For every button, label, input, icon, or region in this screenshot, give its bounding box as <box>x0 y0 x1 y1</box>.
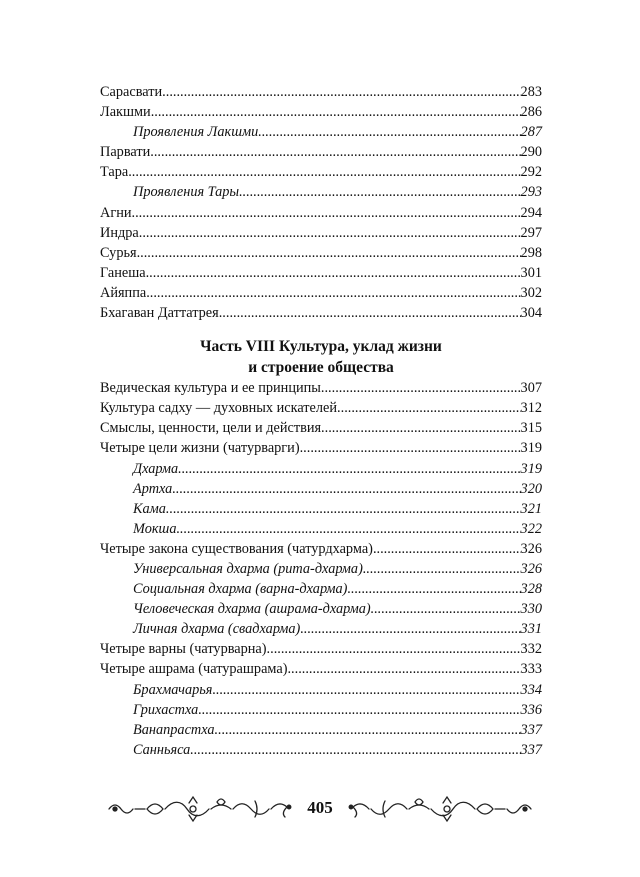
toc-entry-title: Личная дхарма (свадхарма) <box>133 621 301 638</box>
toc-subentry <box>100 579 542 599</box>
toc-entry <box>100 142 542 162</box>
toc-entry-page: 315 <box>520 420 542 437</box>
toc-entry-title: Агни <box>100 204 132 221</box>
toc-entry-title: Ванапрастха <box>133 721 215 738</box>
toc-subentry <box>100 499 542 519</box>
dot-leader <box>162 82 520 102</box>
toc-entry <box>100 438 542 458</box>
toc-entry <box>100 102 542 122</box>
toc-entry-title: Ведическая культура и ее принципы <box>100 380 321 397</box>
toc-entry-page: 312 <box>520 400 542 417</box>
dot-leader <box>347 579 520 599</box>
dot-leader <box>146 263 521 283</box>
dot-leader <box>287 659 520 679</box>
toc-entry-title: Четыре закона существования (чатурдхарма) <box>100 540 373 557</box>
toc-entry-title: Дхарма <box>133 460 179 477</box>
toc-entry-page: 332 <box>520 641 542 658</box>
toc-entry-title: Айяппа <box>100 284 147 301</box>
toc-list-top <box>100 82 542 323</box>
toc-entry-page: 286 <box>520 104 542 121</box>
toc-subentry <box>100 700 542 720</box>
dot-leader <box>219 303 521 323</box>
toc-entry <box>100 263 542 283</box>
toc-entry <box>100 82 542 102</box>
toc-entry-title: Ганеша <box>100 264 146 281</box>
dot-leader <box>198 700 520 720</box>
dot-leader <box>321 418 521 438</box>
toc-entry-page: 293 <box>520 184 542 201</box>
part-heading-line2: и строение общества <box>248 359 394 377</box>
table-of-contents <box>100 82 542 760</box>
toc-entry-page: 319 <box>520 460 542 477</box>
toc-entry-title: Артха <box>133 480 173 497</box>
dot-leader <box>371 599 521 619</box>
floral-ornament-left-icon <box>105 793 295 823</box>
toc-entry <box>100 223 542 243</box>
toc-entry <box>100 418 542 438</box>
dot-leader <box>363 559 521 579</box>
toc-entry-page: 319 <box>520 440 542 457</box>
dot-leader <box>137 243 521 263</box>
toc-entry-title: Культура садху — духовных искателей <box>100 400 338 417</box>
toc-subentry <box>100 619 542 639</box>
dot-leader <box>239 182 520 202</box>
toc-subentry <box>100 459 542 479</box>
toc-entry <box>100 639 542 659</box>
dot-leader <box>215 720 521 740</box>
dot-leader <box>300 619 520 639</box>
toc-entry-page: 301 <box>520 264 542 281</box>
toc-entry-title: Четыре ашрама (чатурашрама) <box>100 661 288 678</box>
dot-leader <box>176 519 520 539</box>
toc-entry-title: Сурья <box>100 244 137 261</box>
toc-subentry <box>100 740 542 760</box>
dot-leader <box>172 479 520 499</box>
toc-entry-page: 298 <box>520 244 542 261</box>
toc-entry-title: Кама <box>133 500 166 517</box>
toc-entry-page: 326 <box>520 560 542 577</box>
toc-entry <box>100 398 542 418</box>
toc-subentry <box>100 559 542 579</box>
toc-entry-title: Четыре варны (чатурварна) <box>100 641 267 658</box>
toc-entry <box>100 162 542 182</box>
dot-leader <box>150 142 520 162</box>
toc-entry-title: Человеческая дхарма (ашрама-дхарма) <box>133 601 371 618</box>
toc-entry-page: 290 <box>520 144 542 161</box>
toc-entry <box>100 243 542 263</box>
page-number: 405 <box>307 798 333 817</box>
dot-leader <box>300 438 521 458</box>
toc-entry <box>100 283 542 303</box>
toc-entry-title: Универсальная дхарма (рита-дхарма) <box>133 560 363 577</box>
toc-subentry <box>100 182 542 202</box>
dot-leader <box>373 539 521 559</box>
toc-subentry <box>100 720 542 740</box>
toc-entry-page: 331 <box>520 621 542 638</box>
toc-entry-page: 336 <box>520 701 542 718</box>
toc-entry-page: 297 <box>520 224 542 241</box>
dot-leader <box>146 283 520 303</box>
toc-entry-page: 328 <box>520 581 542 598</box>
toc-subentry <box>100 680 542 700</box>
floral-ornament-right-icon <box>345 793 535 823</box>
toc-list-part <box>100 378 542 760</box>
toc-entry-page: 322 <box>520 520 542 537</box>
toc-entry-title: Бхагаван Даттатрея <box>100 305 219 322</box>
toc-entry <box>100 378 542 398</box>
toc-entry <box>100 659 542 679</box>
toc-entry-page: 334 <box>520 681 542 698</box>
toc-entry-page: 337 <box>520 721 542 738</box>
toc-entry-page: 333 <box>520 661 542 678</box>
toc-entry-title: Проявления Лакшми <box>133 124 259 141</box>
toc-entry-page: 337 <box>520 741 542 758</box>
toc-entry-page: 302 <box>520 284 542 301</box>
dot-leader <box>190 740 520 760</box>
toc-entry <box>100 203 542 223</box>
toc-entry-page: 294 <box>520 204 542 221</box>
toc-entry-title: Санньяса <box>133 741 191 758</box>
dot-leader <box>267 639 521 659</box>
toc-entry-page: 287 <box>520 124 542 141</box>
toc-entry-page: 292 <box>520 164 542 181</box>
toc-entry-title: Брахмачарья <box>133 681 213 698</box>
toc-entry-title: Социальная дхарма (варна-дхарма) <box>133 581 348 598</box>
toc-entry-page: 304 <box>520 305 542 322</box>
toc-entry-title: Грихастха <box>133 701 199 718</box>
dot-leader <box>258 122 520 142</box>
part-heading <box>100 336 542 378</box>
toc-entry <box>100 539 542 559</box>
toc-subentry <box>100 479 542 499</box>
dot-leader <box>139 223 521 243</box>
toc-entry-title: Лакшми <box>100 104 151 121</box>
dot-leader <box>212 680 520 700</box>
toc-entry-page: 330 <box>520 601 542 618</box>
toc-subentry <box>100 599 542 619</box>
dot-leader <box>178 459 520 479</box>
toc-entry-title: Смыслы, ценности, цели и действия <box>100 420 322 437</box>
part-heading-line1: Часть VIII Культура, уклад жизни <box>200 338 442 356</box>
toc-entry-title: Парвати <box>100 144 151 161</box>
dot-leader <box>337 398 521 418</box>
dot-leader <box>128 162 520 182</box>
dot-leader <box>321 378 521 398</box>
dot-leader <box>166 499 521 519</box>
toc-entry-title: Индра <box>100 224 139 241</box>
page-footer <box>96 790 544 826</box>
toc-entry-page: 320 <box>520 480 542 497</box>
toc-entry-title: Четыре цели жизни (чатурварги) <box>100 440 300 457</box>
toc-entry-page: 283 <box>520 84 542 100</box>
toc-entry-title: Мокша <box>133 520 177 537</box>
toc-entry-page: 326 <box>520 540 542 557</box>
toc-entry-page: 321 <box>520 500 542 517</box>
toc-entry <box>100 303 542 323</box>
toc-entry-title: Проявления Тары <box>133 184 240 201</box>
toc-subentry <box>100 519 542 539</box>
section-gap <box>100 323 542 334</box>
toc-entry-page: 307 <box>520 380 542 397</box>
toc-entry-title: Сарасвати <box>100 84 163 100</box>
dot-leader <box>151 102 521 122</box>
toc-entry-title: Тара <box>100 164 129 181</box>
toc-subentry <box>100 122 542 142</box>
dot-leader <box>132 203 521 223</box>
